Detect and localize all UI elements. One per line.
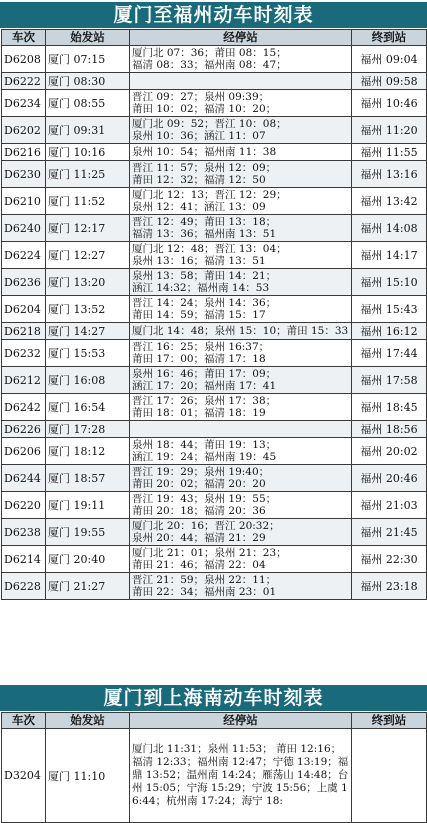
train-number: D6222: [2, 73, 46, 90]
stops: [130, 546, 352, 573]
stops: [130, 161, 352, 188]
stop-line: 晋江 19：29；泉州 19:40；: [132, 466, 270, 478]
arrival: [352, 729, 427, 823]
departure: 厦门 15:53: [46, 340, 130, 367]
arrival: 福州 17:58: [352, 367, 427, 394]
stop-line: 涵江 14:32；福州南 14：53: [132, 282, 270, 294]
arrival: 福州 11:20: [352, 117, 427, 144]
stops: [130, 323, 352, 340]
stops: 厦门北 11:31；泉州 11:53； 莆田 12:16；福清 12:33；福州南 12:47；宁德 13:19；福鼎 13:52；温州南 14:24；雁荡山 14:48；台州 15:05；宁海 15:29；宁波 15:56；上虞 16:44；杭州南 17:24；海宁 18:: [130, 729, 352, 823]
stops: [130, 215, 352, 242]
table-row: [2, 519, 427, 546]
departure: 厦门 19:11: [46, 492, 130, 519]
arrival: 福州 17:44: [352, 340, 427, 367]
stop-line: 晋江 11：57；泉州 12：09；: [132, 162, 277, 174]
stops: [130, 90, 352, 117]
stop-line: 莆田 14：59；福清 15：17: [132, 309, 266, 321]
departure: 厦门 11:10: [46, 729, 130, 823]
stop-line: 泉州 18：44；莆田 19：13；: [132, 439, 277, 451]
stop-line: 泉州 13：58；莆田 14：21；: [132, 270, 277, 282]
train-number: D6236: [2, 269, 46, 296]
train-number: D6238: [2, 519, 46, 546]
table-row: [2, 144, 427, 161]
stop-line: 泉州 20：44；福清 21：29: [132, 532, 266, 544]
departure: 厦门 13:20: [46, 269, 130, 296]
stop-line: 莆田 22：34；福州南 23：01: [132, 586, 277, 598]
train-number: D6244: [2, 465, 46, 492]
stops: [130, 573, 352, 600]
stop-line: 晋江 12：49；莆田 13：18；: [132, 216, 277, 228]
train-number: D6206: [2, 438, 46, 465]
arrival: 福州 22:30: [352, 546, 427, 573]
arrival: 福州 13:16: [352, 161, 427, 188]
table-row: [2, 188, 427, 215]
stop-line: 泉州 10：54；福州南 11：38: [132, 146, 277, 158]
train-number: D6232: [2, 340, 46, 367]
stop-line: 厦门北 09：52；晋江 10：08；: [132, 118, 287, 130]
arrival: 福州 21:45: [352, 519, 427, 546]
train-number: D6234: [2, 90, 46, 117]
departure: 厦门 11:25: [46, 161, 130, 188]
table1-title: 厦门至福州动车时刻表: [0, 2, 427, 28]
train-number: D6230: [2, 161, 46, 188]
arrival: 福州 09:58: [352, 73, 427, 90]
stops: [130, 188, 352, 215]
stop-line: 福清 08：33；福州南 08：47；: [132, 59, 287, 71]
arrival: 福州 15:10: [352, 269, 427, 296]
stops: [130, 340, 352, 367]
arrival: 福州 20:02: [352, 438, 427, 465]
stops: [130, 46, 352, 73]
stop-line: 晋江 16：25；泉州 16:37；: [132, 341, 270, 353]
stop-line: 厦门北 12：48；晋江 13：04；: [132, 243, 287, 255]
departure: 厦门 11:52: [46, 188, 130, 215]
stop-line: 泉州 16：46；莆田 17：09；: [132, 368, 277, 380]
table-row: [2, 296, 427, 323]
stops: [130, 242, 352, 269]
header-departure: 始发站: [46, 30, 130, 46]
arrival: 福州 14:08: [352, 215, 427, 242]
xiamen-shanghai-timetable: [1, 712, 427, 823]
stops: [130, 73, 352, 90]
departure: 厦门 13:52: [46, 296, 130, 323]
departure: 厦门 20:40: [46, 546, 130, 573]
train-number: D6216: [2, 144, 46, 161]
stops: [130, 492, 352, 519]
table-row: [2, 323, 427, 340]
stop-line: 晋江 09：27；泉州 09:39；: [132, 91, 270, 103]
stops: [130, 296, 352, 323]
table-row: [2, 161, 427, 188]
stop-line: 莆田 20：02；福清 20：20: [132, 478, 266, 490]
train-number: D6204: [2, 296, 46, 323]
header-arrival: 终到站: [352, 30, 427, 46]
table-row: [2, 729, 427, 823]
stops: [130, 144, 352, 161]
departure: 厦门 19:55: [46, 519, 130, 546]
table-row: [2, 546, 427, 573]
train-number: D3204: [2, 729, 46, 823]
table-row: [2, 367, 427, 394]
stop-line: 晋江 19：43；泉州 19：55；: [132, 493, 277, 505]
header-train-number: 车次: [2, 30, 46, 46]
departure: 厦门 21:27: [46, 573, 130, 600]
table-row: [2, 438, 427, 465]
stop-line: 泉州 13：16；福清 13：51: [132, 255, 266, 267]
stops: [130, 394, 352, 421]
arrival: 福州 18:45: [352, 394, 427, 421]
stop-line: 厦门北 12：13；晋江 12：29；: [132, 189, 287, 201]
stop-line: 泉州 10：36；涵江 11：07: [132, 130, 266, 142]
departure: 厦门 09:31: [46, 117, 130, 144]
table-row: [2, 117, 427, 144]
departure: 厦门 17:28: [46, 421, 130, 438]
table-row: [2, 242, 427, 269]
arrival: 福州 16:12: [352, 323, 427, 340]
arrival: 福州 11:55: [352, 144, 427, 161]
departure: 厦门 08:55: [46, 90, 130, 117]
header-departure: 始发站: [46, 713, 130, 729]
arrival: 福州 23:18: [352, 573, 427, 600]
table-row: [2, 269, 427, 296]
stops: [130, 438, 352, 465]
stops: [130, 421, 352, 438]
train-number: D6202: [2, 117, 46, 144]
stop-line: 莆田 18：01；福清 18：19: [132, 407, 266, 419]
arrival: 福州 14:17: [352, 242, 427, 269]
header-stops: 经停站: [130, 713, 352, 729]
train-number: D6208: [2, 46, 46, 73]
table1-header-row: [2, 30, 427, 46]
departure: 厦门 18:12: [46, 438, 130, 465]
stops: [130, 117, 352, 144]
arrival: 福州 09:04: [352, 46, 427, 73]
header-train-number: 车次: [2, 713, 46, 729]
stop-line: 莆田 21：46；福清 22：04: [132, 559, 266, 571]
table2-header-row: [2, 713, 427, 729]
arrival: 福州 10:46: [352, 90, 427, 117]
stop-line: 厦门北 20：16；晋江 20:32；: [132, 520, 280, 532]
table-row: [2, 394, 427, 421]
stop-line: 厦门北 14：48；泉州 15：10；莆田 15：33: [132, 325, 349, 337]
stop-line: 涵江 17：20；福州南 17：41: [132, 380, 277, 392]
train-number: D6214: [2, 546, 46, 573]
header-arrival: 终到站: [352, 713, 427, 729]
table-row: [2, 46, 427, 73]
stop-line: 晋江 21：59；泉州 22：11；: [132, 574, 277, 586]
xiamen-fuzhou-timetable: [1, 29, 427, 600]
table-row: [2, 421, 427, 438]
arrival: 福州 13:42: [352, 188, 427, 215]
table-row: [2, 73, 427, 90]
table-row: [2, 492, 427, 519]
stop-line: 厦门北 21：01；泉州 21：23；: [132, 547, 287, 559]
departure: 厦门 18:57: [46, 465, 130, 492]
departure: 厦门 12:17: [46, 215, 130, 242]
table-row: [2, 465, 427, 492]
stop-line: 莆田 20：18；福清 20：36: [132, 505, 266, 517]
arrival: 福州 21:03: [352, 492, 427, 519]
table2-title: 厦门到上海南动车时刻表: [0, 685, 427, 711]
departure: 厦门 16:54: [46, 394, 130, 421]
stops: [130, 465, 352, 492]
departure: 厦门 08:30: [46, 73, 130, 90]
train-number: D6220: [2, 492, 46, 519]
stops: [130, 269, 352, 296]
arrival: 福州 15:43: [352, 296, 427, 323]
departure: 厦门 10:16: [46, 144, 130, 161]
header-stops: 经停站: [130, 30, 352, 46]
train-number: D6242: [2, 394, 46, 421]
stop-line: 晋江 17：26；泉州 17：38；: [132, 395, 277, 407]
stop-line: 泉州 12：41；涵江 13：09: [132, 201, 266, 213]
table-row: [2, 340, 427, 367]
arrival: 福州 18:56: [352, 421, 427, 438]
departure: 厦门 12:27: [46, 242, 130, 269]
train-number: D6218: [2, 323, 46, 340]
table-row: [2, 90, 427, 117]
train-number: D6228: [2, 573, 46, 600]
train-number: D6212: [2, 367, 46, 394]
stops: [130, 367, 352, 394]
departure: 厦门 16:08: [46, 367, 130, 394]
stop-line: 涵江 19：24；福州南 19：45: [132, 451, 277, 463]
departure: 厦门 14:27: [46, 323, 130, 340]
arrival: 福州 20:46: [352, 465, 427, 492]
table-row: [2, 215, 427, 242]
train-number: D6210: [2, 188, 46, 215]
stops: [130, 519, 352, 546]
stop-line: 厦门北 07：36；莆田 08：15；: [132, 47, 287, 59]
train-number: D6240: [2, 215, 46, 242]
departure: 厦门 07:15: [46, 46, 130, 73]
stop-line: 莆田 17：00；福清 17：18: [132, 353, 266, 365]
stop-line: 莆田 10：02；福清 10：20；: [132, 103, 277, 115]
stop-line: 晋江 14：24；泉州 14：36；: [132, 297, 277, 309]
table-row: [2, 573, 427, 600]
stop-line: 莆田 12：32；福清 12：50: [132, 174, 266, 186]
train-number: D6226: [2, 421, 46, 438]
train-number: D6224: [2, 242, 46, 269]
stop-line: 福清 13：36；福州南 13：51: [132, 228, 277, 240]
